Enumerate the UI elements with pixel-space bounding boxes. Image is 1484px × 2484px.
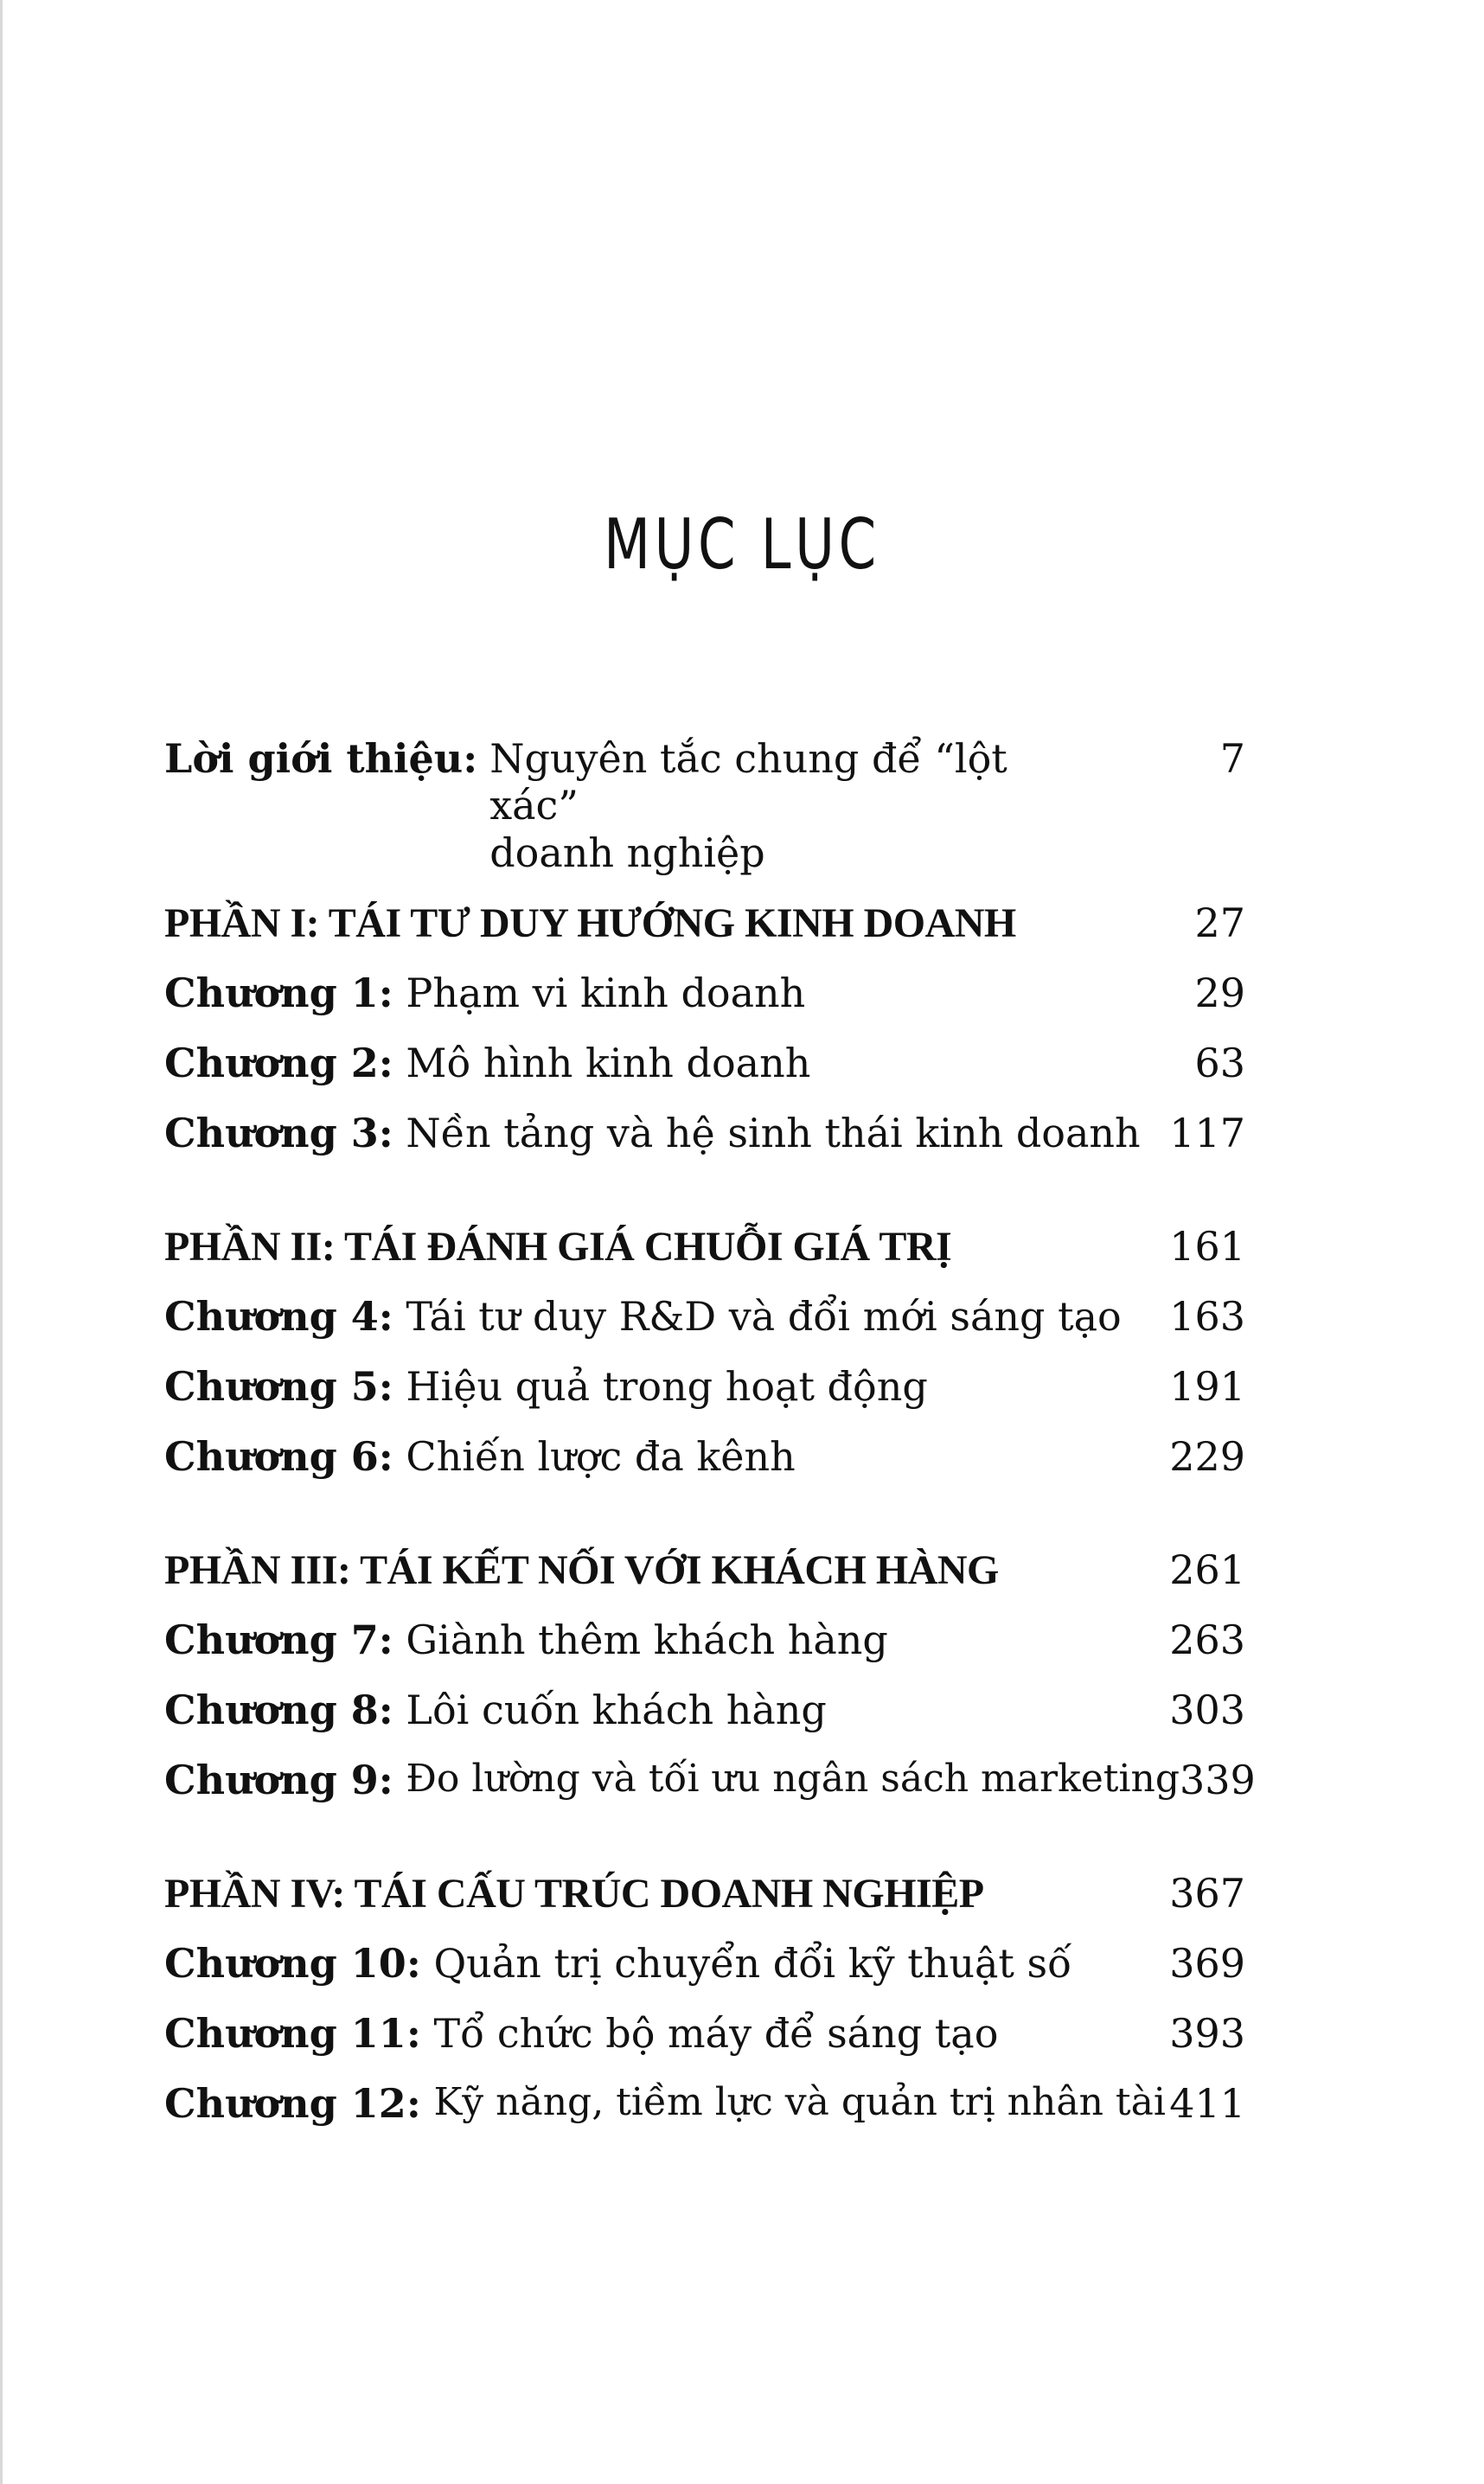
entry-title: Nền tảng và hệ sinh thái kinh doanh bbox=[406, 1110, 1141, 1156]
entry-label: Chương 10: bbox=[164, 1940, 421, 1987]
entry-page-number: 303 bbox=[1169, 1687, 1245, 1733]
entry-label: Chương 6: bbox=[164, 1433, 393, 1480]
entry-title: Chiến lược đa kênh bbox=[406, 1433, 796, 1480]
part-title: PHẦN IV: TÁI CẤU TRÚC DOANH NGHIỆP bbox=[164, 1871, 984, 1917]
toc-chapter-entry[interactable] bbox=[164, 1687, 1245, 1757]
entry-label: Chương 7: bbox=[164, 1617, 393, 1663]
page-edge bbox=[0, 0, 3, 2484]
entry-page-number: 367 bbox=[1169, 1870, 1245, 1917]
entry-page-number: 7 bbox=[1219, 735, 1245, 782]
entry-label: Chương 12: bbox=[164, 2080, 421, 2127]
toc-part-entry[interactable] bbox=[164, 1870, 1245, 1940]
toc-chapter-entry[interactable] bbox=[164, 1433, 1245, 1503]
section-gap bbox=[164, 1503, 1245, 1546]
toc-chapter-entry[interactable] bbox=[164, 2010, 1245, 2080]
entry-title: Nguyên tắc chung để “lột xác” bbox=[489, 735, 1007, 829]
entry-title: Giành thêm khách hàng bbox=[406, 1617, 888, 1663]
toc-chapter-entry[interactable] bbox=[164, 1940, 1245, 2010]
entry-title: Hiệu quả trong hoạt động bbox=[406, 1363, 928, 1410]
entry-label: Chương 9: bbox=[164, 1757, 393, 1803]
entry-title: Quản trị chuyển đổi kỹ thuật số bbox=[433, 1940, 1072, 1987]
entry-title: Lôi cuốn khách hàng bbox=[406, 1687, 827, 1733]
toc-chapter-entry[interactable] bbox=[164, 2080, 1245, 2150]
section-gap bbox=[164, 1180, 1245, 1223]
entry-label: Chương 2: bbox=[164, 1040, 393, 1086]
entry-label: Chương 11: bbox=[164, 2010, 421, 2057]
entry-page-number: 369 bbox=[1169, 1940, 1245, 1987]
page-title: MỤC LỤC bbox=[604, 504, 880, 585]
toc-chapter-entry[interactable] bbox=[164, 970, 1245, 1040]
part-title: PHẦN I: TÁI TƯ DUY HƯỚNG KINH DOANH bbox=[164, 900, 1016, 946]
toc-part-entry[interactable] bbox=[164, 1223, 1245, 1293]
entry-title: Tổ chức bộ máy để sáng tạo bbox=[433, 2010, 999, 2057]
toc-chapter-entry[interactable] bbox=[164, 1757, 1256, 1827]
entry-title: Đo lường và tối ưu ngân sách marketing bbox=[406, 1757, 1180, 1801]
entry-title: Kỹ năng, tiềm lực và quản trị nhân tài bbox=[433, 2080, 1166, 2124]
entry-page-number: 27 bbox=[1194, 899, 1245, 946]
entry-page-number: 191 bbox=[1169, 1363, 1245, 1410]
entry-label: Chương 1: bbox=[164, 970, 393, 1016]
entry-title: Phạm vi kinh doanh bbox=[406, 970, 806, 1016]
toc-chapter-entry[interactable] bbox=[164, 1293, 1245, 1363]
entry-page-number: 229 bbox=[1169, 1433, 1245, 1480]
entry-label: Chương 3: bbox=[164, 1110, 393, 1156]
entry-page-number: 161 bbox=[1169, 1223, 1245, 1270]
entry-label: Lời giới thiệu: bbox=[164, 735, 478, 782]
entry-page-number: 339 bbox=[1180, 1757, 1256, 1803]
entry-title: Mô hình kinh doanh bbox=[406, 1040, 811, 1086]
toc-chapter-entry[interactable] bbox=[164, 1363, 1245, 1433]
entry-label: Chương 8: bbox=[164, 1687, 393, 1733]
toc-part-entry[interactable] bbox=[164, 899, 1245, 970]
part-title: PHẦN II: TÁI ĐÁNH GIÁ CHUỖI GIÁ TRỊ bbox=[164, 1224, 952, 1270]
table-of-contents bbox=[164, 735, 1256, 2150]
toc-intro-entry[interactable] bbox=[164, 735, 1245, 899]
entry-page-number: 63 bbox=[1194, 1040, 1245, 1086]
toc-part-entry[interactable] bbox=[164, 1546, 1245, 1617]
entry-page-number: 29 bbox=[1194, 970, 1245, 1016]
entry-label: Chương 4: bbox=[164, 1293, 393, 1340]
toc-chapter-entry[interactable] bbox=[164, 1040, 1245, 1110]
toc-chapter-entry[interactable] bbox=[164, 1110, 1245, 1180]
entry-page-number: 263 bbox=[1169, 1617, 1245, 1663]
entry-page-number: 117 bbox=[1169, 1110, 1245, 1156]
entry-page-number: 261 bbox=[1169, 1546, 1245, 1593]
toc-chapter-entry[interactable] bbox=[164, 1617, 1245, 1687]
entry-page-number: 163 bbox=[1169, 1293, 1245, 1340]
section-gap bbox=[164, 1827, 1245, 1870]
entry-title: Tái tư duy R&D và đổi mới sáng tạo bbox=[406, 1293, 1122, 1340]
entry-page-number: 393 bbox=[1169, 2010, 1245, 2057]
entry-label: Chương 5: bbox=[164, 1363, 393, 1410]
part-title: PHẦN III: TÁI KẾT NỐI VỚI KHÁCH HÀNG bbox=[164, 1547, 999, 1593]
entry-title-continued: doanh nghiệp bbox=[489, 829, 765, 876]
entry-page-number: 411 bbox=[1169, 2080, 1245, 2127]
